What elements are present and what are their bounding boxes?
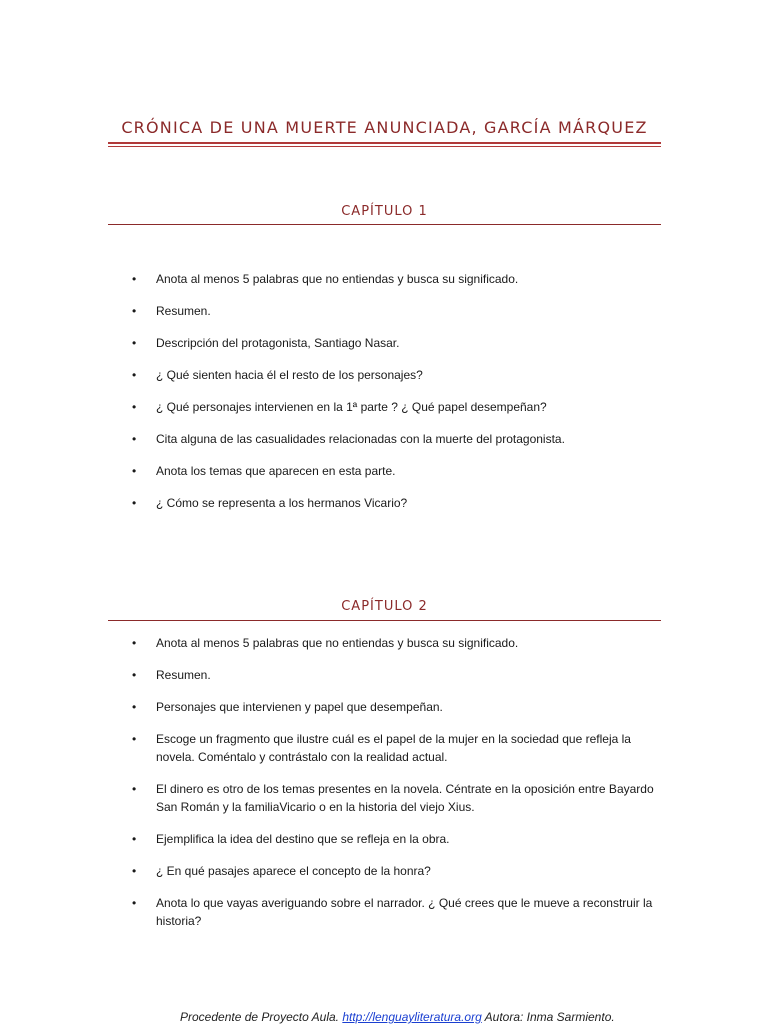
bullet-icon: • [132,432,137,446]
bullet-icon: • [132,464,137,478]
list-item-text: Resumen. [156,304,211,318]
list-item [130,862,660,880]
list-item-text: Ejemplifica la idea del destino que se refleja en la obra. [156,832,450,846]
title-rule [108,142,661,144]
bullet-icon: • [132,304,137,318]
footer-suffix: Autora: Inma Sarmiento. [481,1010,615,1024]
chapter-2-question-list [130,634,660,944]
chapter-2-heading: CAPÍTULO 2 [341,599,428,614]
list-item [130,334,660,352]
bullet-icon: • [132,896,137,910]
bullet-icon: • [132,732,137,746]
list-item [130,302,660,320]
list-item [130,634,660,652]
list-item [130,366,660,384]
bullet-icon: • [132,496,137,510]
bullet-icon: • [132,336,137,350]
list-item [130,830,660,848]
bullet-icon: • [132,832,137,846]
bullet-icon: • [132,400,137,414]
bullet-icon: • [132,668,137,682]
list-item [130,398,660,416]
list-item-text: ¿ En qué pasajes aparece el concepto de la honra? [156,864,431,878]
chapter-1-question-list [130,270,660,526]
list-item-text: Anota al menos 5 palabras que no entiendas y busca su significado. [156,272,519,286]
list-item-text: Escoge un fragmento que ilustre cuál es el papel de la mujer en la sociedad que refleja la novela. Coméntalo y contrástalo con la realidad actual. [156,732,631,764]
list-item [130,430,660,448]
list-item [130,698,660,716]
list-item-text: ¿ Qué personajes intervienen en la 1ª parte ? ¿ Qué papel desempeñan? [156,400,547,414]
list-item-text: Resumen. [156,668,211,682]
list-item-text: Anota lo que vayas averiguando sobre el narrador. ¿ Qué crees que le mueve a reconstruir la historia? [156,896,653,928]
list-item-text: ¿ Qué sienten hacia él el resto de los personajes? [156,368,423,382]
list-item [130,270,660,288]
list-item [130,780,660,816]
title-rule-thin [108,146,661,147]
bullet-icon: • [132,782,137,796]
bullet-icon: • [132,636,137,650]
list-item-text: Personajes que intervienen y papel que desempeñan. [156,700,443,714]
bullet-icon: • [132,864,137,878]
chapter-2-rule [108,620,661,621]
footer-link[interactable]: http://lenguayliteratura.org [342,1010,482,1024]
bullet-icon: • [132,700,137,714]
list-item-text: Anota al menos 5 palabras que no entiendas y busca su significado. [156,636,519,650]
list-item [130,730,660,766]
chapter-1-heading: CAPÍTULO 1 [341,204,428,219]
list-item [130,494,660,512]
list-item [130,462,660,480]
list-item-text: ¿ Cómo se representa a los hermanos Vicario? [156,496,408,510]
document-title: CRÓNICA DE UNA MUERTE ANUNCIADA, GARCÍA MÁRQUEZ [121,118,648,137]
list-item [130,666,660,684]
bullet-icon: • [132,368,137,382]
footer-credit [180,1010,615,1024]
list-item-text: El dinero es otro de los temas presentes en la novela. Céntrate en la oposición entre Bayardo San Román y la familiaVicario o en la historia del viejo Xius. [156,782,654,814]
list-item [130,894,660,930]
footer-prefix: Procedente de Proyecto Aula. [180,1010,343,1024]
list-item-text: Anota los temas que aparecen en esta parte. [156,464,396,478]
list-item-text: Cita alguna de las casualidades relacionadas con la muerte del protagonista. [156,432,565,446]
chapter-1-rule [108,224,661,225]
list-item-text: Descripción del protagonista, Santiago Nasar. [156,336,400,350]
bullet-icon: • [132,272,137,286]
